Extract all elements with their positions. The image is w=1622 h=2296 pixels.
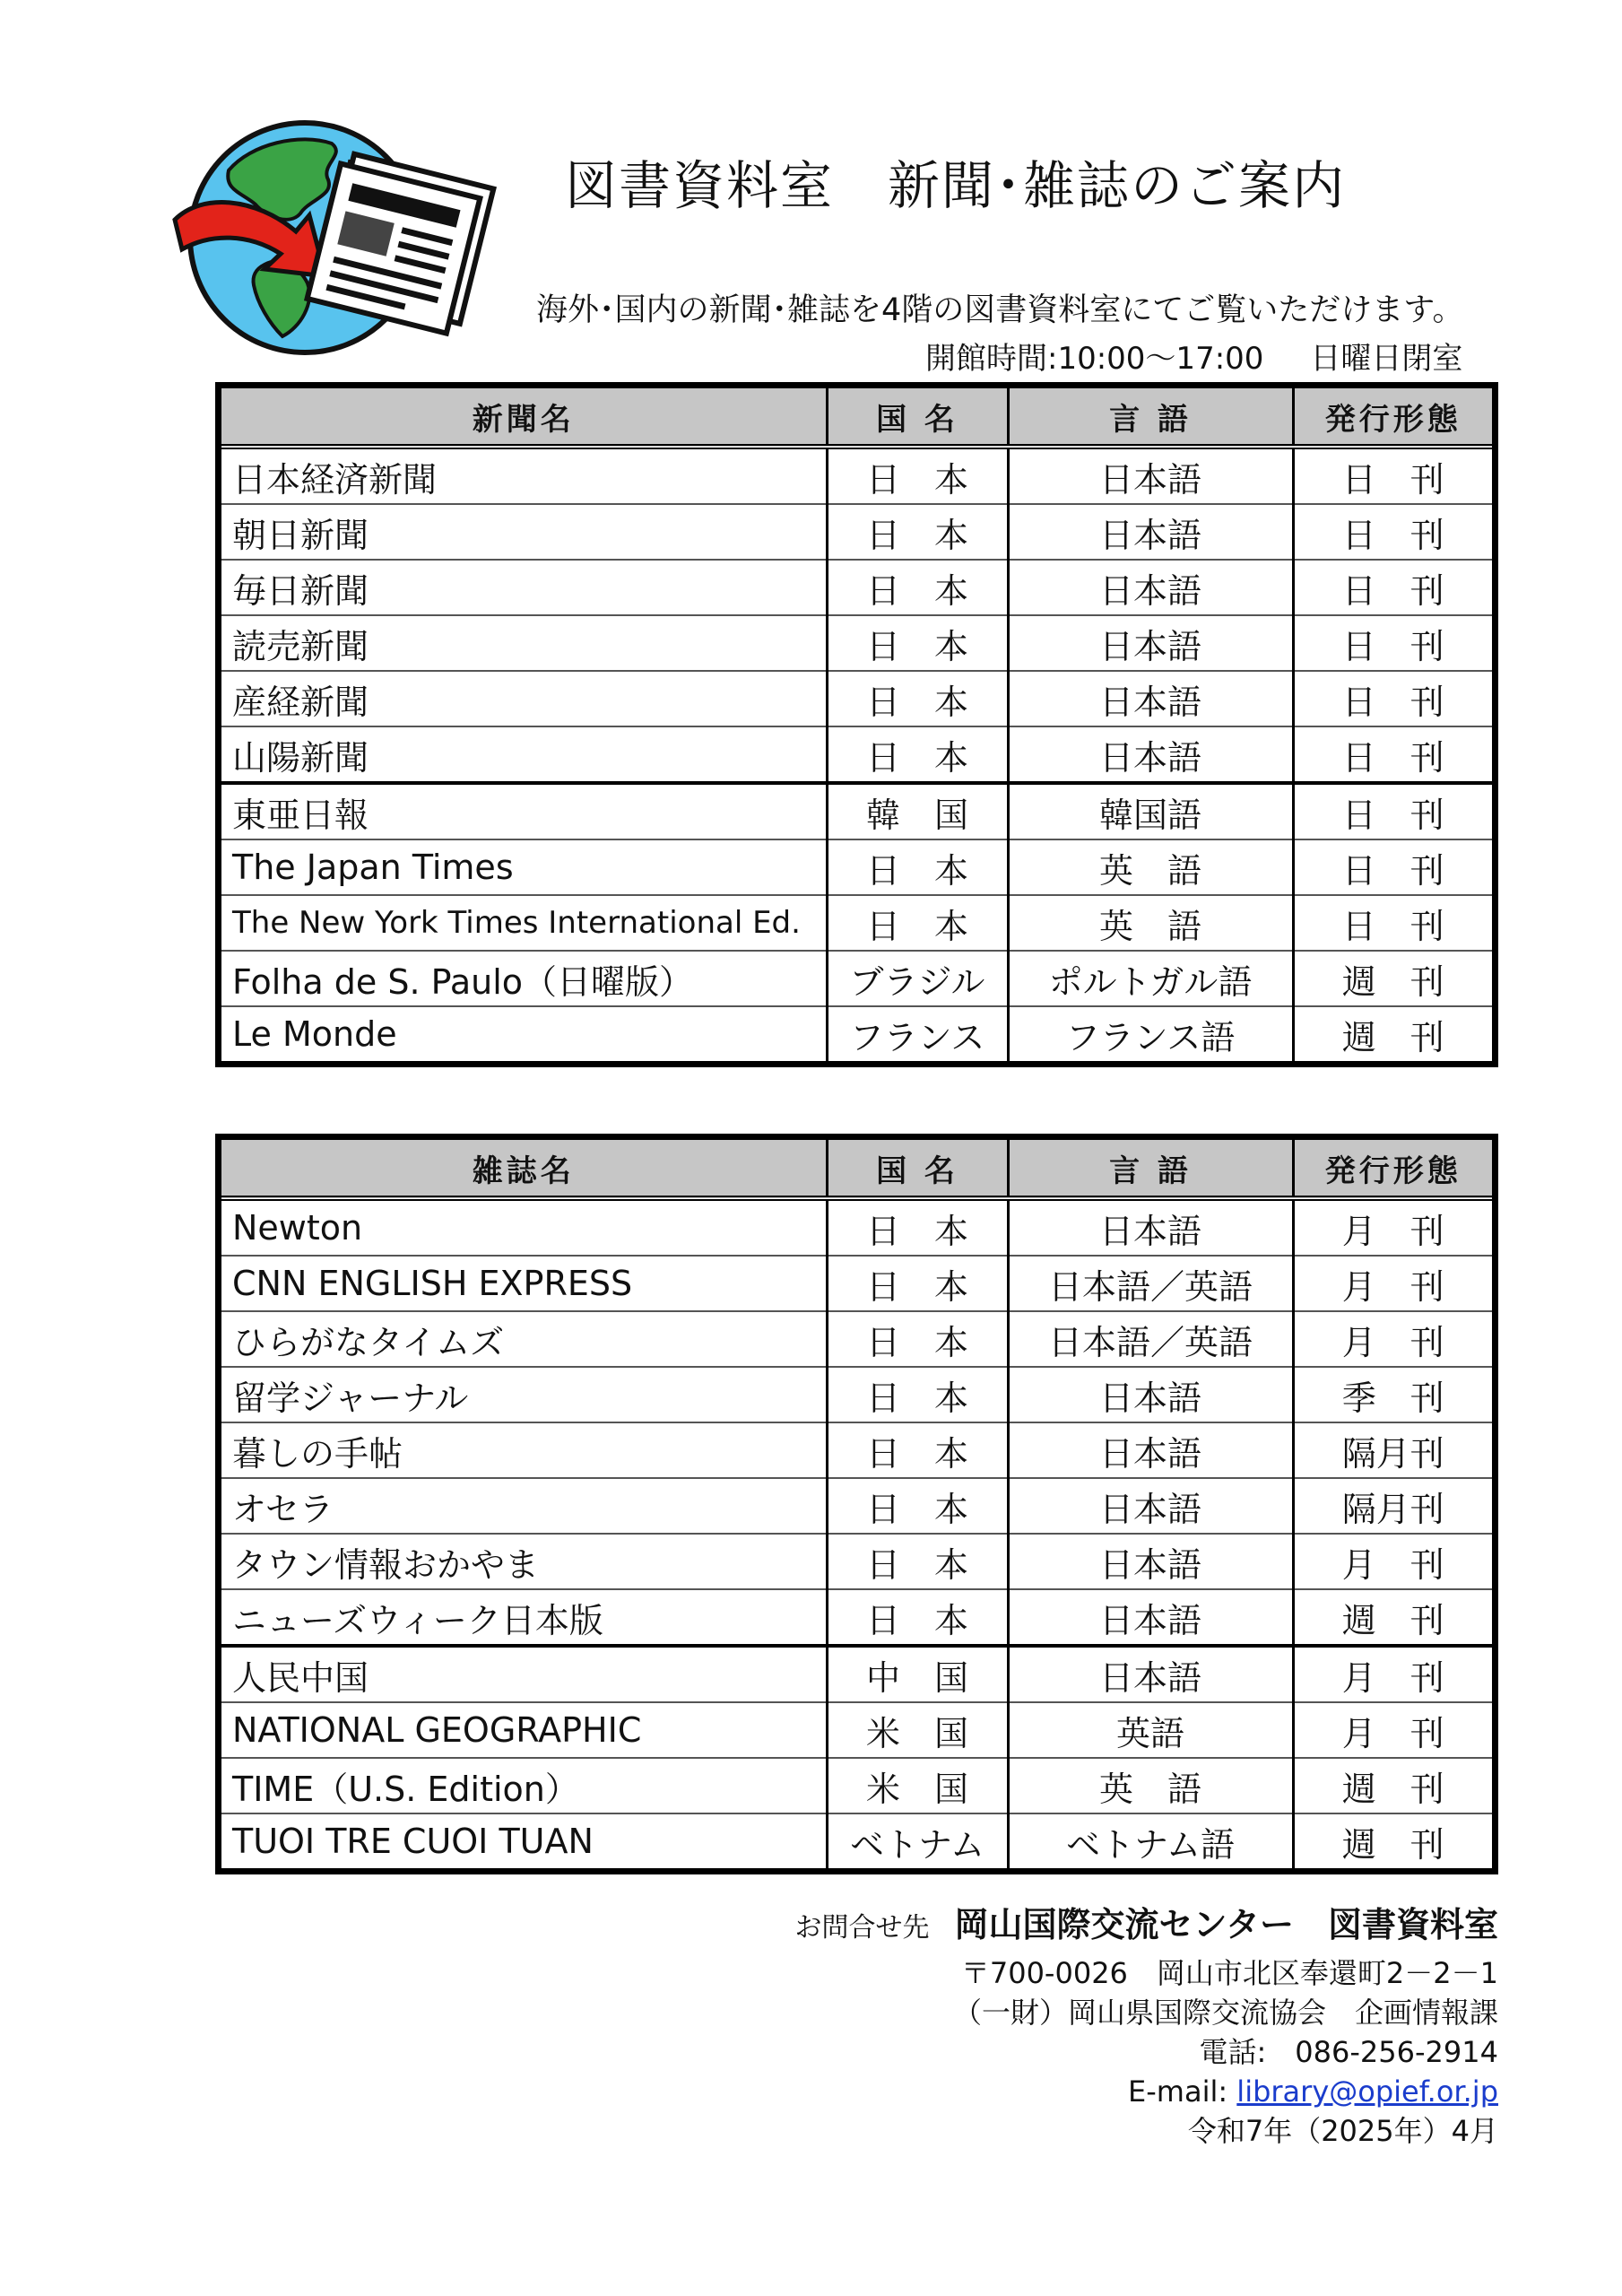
col-header-frequency: 発行形態 (1293, 388, 1492, 447)
cell-name: 産経新聞 (221, 671, 827, 726)
cell-country: 日 本 (827, 726, 1008, 783)
cell-language: 日本語 (1008, 1198, 1293, 1256)
publish-date: 令和7年（2025年）4月 (1187, 2114, 1498, 2148)
table-row (221, 1422, 1492, 1478)
cell-language: 日本語 (1008, 726, 1293, 783)
page-title: 図書資料室 新聞･雑誌のご案内 (565, 155, 1347, 216)
cell-name: ニューズウィーク日本版 (221, 1589, 827, 1646)
table-row (221, 615, 1492, 671)
cell-frequency: 週 刊 (1293, 1758, 1492, 1813)
col-header-name: 新聞名 (221, 388, 827, 447)
cell-name: オセラ (221, 1478, 827, 1534)
table-row (221, 1589, 1492, 1646)
contact-phone: 電話: 086-256-2914 (1199, 2035, 1498, 2069)
cell-country: 米 国 (827, 1758, 1008, 1813)
cell-country: 日 本 (827, 560, 1008, 615)
cell-name: タウン情報おかやま (221, 1534, 827, 1589)
cell-frequency: 月 刊 (1293, 1311, 1492, 1367)
newspaper-table (215, 382, 1498, 1067)
cell-language: ベトナム語 (1008, 1813, 1293, 1868)
table-row (221, 1702, 1492, 1758)
globe-newspaper-icon (166, 108, 498, 368)
cell-frequency: 月 刊 (1341, 1211, 1444, 1251)
table-row (221, 1758, 1492, 1813)
hours-text: 開館時間:10:00～17:00 (925, 341, 1264, 377)
cell-language: 日本語 (1008, 1367, 1293, 1422)
cell-name: 人民中国 (221, 1646, 827, 1702)
cell-frequency: 月 刊 (1293, 1256, 1492, 1311)
cell-language: 英語 (1008, 1702, 1293, 1758)
cell-language: 日本語 (1008, 1646, 1293, 1702)
table-row (221, 447, 1492, 504)
cell-name: TIME（U.S. Edition） (221, 1758, 827, 1813)
cell-country: フランス (827, 1006, 1008, 1061)
col-header-frequency: 発行形態 (1293, 1140, 1492, 1198)
table-header-row (221, 1140, 1492, 1198)
table-row (221, 726, 1492, 783)
cell-frequency: 週 刊 (1293, 1813, 1492, 1868)
closed-day-text: 日曜日閉室 (1310, 341, 1463, 377)
email-link[interactable]: library@opief.or.jp (1236, 2074, 1498, 2109)
cell-country: 米 国 (827, 1702, 1008, 1758)
table-row (221, 1534, 1492, 1589)
cell-name: 毎日新聞 (221, 560, 827, 615)
contact-address: 〒700-0026 岡山市北区奉還町2－2－1 (960, 1956, 1498, 1990)
table-row (221, 951, 1492, 1006)
col-header-language: 言 語 (1008, 1140, 1293, 1198)
table-row (221, 1198, 1492, 1256)
cell-frequency: 月 刊 (1293, 1646, 1492, 1702)
cell-frequency: 日 刊 (1293, 726, 1492, 783)
cell-name: 山陽新聞 (221, 726, 827, 783)
cell-name: 読売新聞 (221, 615, 827, 671)
cell-country: 中 国 (827, 1646, 1008, 1702)
table-row (221, 783, 1492, 839)
cell-language: 日本語 (1008, 447, 1293, 504)
cell-frequency: 日 刊 (1293, 671, 1492, 726)
cell-country: 日 本 (827, 504, 1008, 560)
cell-frequency: 日 刊 (1293, 895, 1492, 951)
cell-frequency: 週 刊 (1293, 1589, 1492, 1646)
cell-country: ベトナム (827, 1813, 1008, 1868)
table-row (221, 1367, 1492, 1422)
magazine-table (215, 1134, 1498, 1874)
cell-frequency: 日 刊 (1293, 615, 1492, 671)
opening-hours (925, 334, 1462, 378)
table-row (221, 1006, 1492, 1061)
email-label: E-mail: (1128, 2074, 1237, 2109)
cell-language: 日本語／英語 (1008, 1256, 1293, 1311)
table-row (221, 504, 1492, 560)
cell-frequency: 週 刊 (1293, 951, 1492, 1006)
contact-label: お問合せ先 (794, 1912, 930, 1944)
cell-frequency: 月 刊 (1293, 1702, 1492, 1758)
cell-country: 日 本 (827, 895, 1008, 951)
cell-name: Folha de S. Paulo（日曜版） (221, 951, 827, 1006)
cell-language: 英 語 (1008, 1758, 1293, 1813)
cell-frequency: 隔月刊 (1293, 1422, 1492, 1478)
cell-country: ブラジル (827, 951, 1008, 1006)
cell-frequency: 日 刊 (1293, 560, 1492, 615)
cell-country: 日 本 (827, 1311, 1008, 1367)
table-row (221, 560, 1492, 615)
cell-language: 日本語 (1008, 1589, 1293, 1646)
cell-frequency: 週 刊 (1293, 1006, 1492, 1061)
cell-language: ポルトガル語 (1008, 951, 1293, 1006)
cell-country: 日 本 (827, 1256, 1008, 1311)
cell-country: 日 本 (827, 447, 1008, 504)
cell-language: 日本語 (1008, 671, 1293, 726)
cell-frequency: 隔月刊 (1293, 1478, 1492, 1534)
contact-org-line (795, 1900, 1498, 1953)
contact-block (795, 1900, 1498, 2151)
cell-frequency: 日 刊 (1293, 504, 1492, 560)
cell-country: 日 本 (827, 615, 1008, 671)
cell-name: The Japan Times (221, 839, 827, 895)
cell-country: 日 本 (827, 839, 1008, 895)
contact-email-line (795, 2072, 1498, 2111)
cell-name: 日本経済新聞 (221, 447, 827, 504)
cell-country: 日 本 (827, 1534, 1008, 1589)
cell-country: 日 本 (827, 1198, 1008, 1256)
cell-language: 日本語 (1008, 1478, 1293, 1534)
table-row (221, 671, 1492, 726)
cell-frequency: 月 刊 (1293, 1534, 1492, 1589)
table-header-row (221, 388, 1492, 447)
cell-language: 日本語 (1008, 504, 1293, 560)
cell-country: 日 本 (827, 1367, 1008, 1422)
table-row (221, 839, 1492, 895)
intro-text: 海外･国内の新聞･雑誌を4階の図書資料室にてご覧いただけます。 (536, 292, 1464, 328)
cell-language: 英 語 (1008, 839, 1293, 895)
cell-name: NATIONAL GEOGRAPHIC (221, 1702, 827, 1758)
contact-org: 岡山国際交流センター 図書資料室 (954, 1905, 1498, 1944)
table-row (221, 1311, 1492, 1367)
cell-frequency: 日 刊 (1341, 459, 1444, 500)
cell-language: 日本語／英語 (1008, 1311, 1293, 1367)
cell-frequency: 季 刊 (1293, 1367, 1492, 1422)
table-row (221, 1478, 1492, 1534)
table-row (221, 1256, 1492, 1311)
cell-country: 日 本 (827, 1422, 1008, 1478)
cell-name: TUOI TRE CUOI TUAN (221, 1813, 827, 1868)
col-header-country: 国 名 (827, 388, 1008, 447)
cell-country: 日 本 (827, 1589, 1008, 1646)
cell-name: 留学ジャーナル (221, 1367, 827, 1422)
cell-name: 朝日新聞 (221, 504, 827, 560)
cell-language: フランス語 (1008, 1006, 1293, 1061)
cell-country: 日 本 (827, 1478, 1008, 1534)
contact-association: （一財）岡山県国際交流協会 企画情報課 (952, 1996, 1498, 2030)
cell-country: 韓 国 (827, 783, 1008, 839)
cell-name: 東亜日報 (221, 783, 827, 839)
col-header-country: 国 名 (827, 1140, 1008, 1198)
cell-country: 日 本 (827, 671, 1008, 726)
cell-name: Le Monde (221, 1006, 827, 1061)
cell-name: The New York Times International Ed. (221, 895, 827, 951)
table-row (221, 1646, 1492, 1702)
cell-name: CNN ENGLISH EXPRESS (221, 1256, 827, 1311)
cell-name: ひらがなタイムズ (221, 1311, 827, 1367)
cell-language: 日本語 (1008, 1422, 1293, 1478)
cell-frequency: 日 刊 (1293, 839, 1492, 895)
cell-language: 日本語 (1008, 1534, 1293, 1589)
cell-name: 暮しの手帖 (221, 1422, 827, 1478)
table-row (221, 895, 1492, 951)
cell-name: Newton (221, 1198, 827, 1256)
cell-language: 韓国語 (1008, 783, 1293, 839)
col-header-name: 雑誌名 (221, 1140, 827, 1198)
col-header-language: 言 語 (1008, 388, 1293, 447)
table-row (221, 1813, 1492, 1868)
cell-frequency: 日 刊 (1293, 783, 1492, 839)
cell-language: 日本語 (1008, 560, 1293, 615)
cell-language: 日本語 (1008, 615, 1293, 671)
cell-language: 英 語 (1008, 895, 1293, 951)
